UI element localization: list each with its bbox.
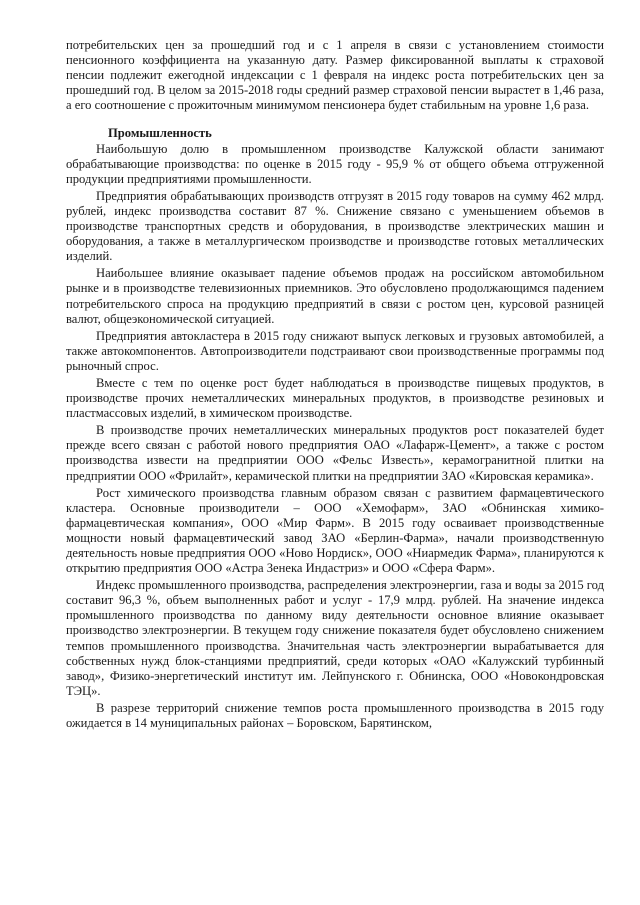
paragraph-growth-sectors: Вместе с тем по оценке рост будет наблюдаться в производстве пищевых продуктов, в производстве прочих неметаллических минеральных продуктов, в производстве резиновых и пластмассовых изделий, в химическом производстве. bbox=[66, 375, 604, 421]
paragraph-chemical-production: Рост химического производства главным образом связан с развитием фармацевтического кластера. Основные производители – ООО «Хемофарм», ЗАО «Обнинская химико-фармацевтическая компания», ООО «Мир Фарм». В 2015 году осваивает производственные мощности новый фармацевтический завод ЗАО «Берлин-Фарма», начали производственную деятельность новые предприятия ООО «Ново Нордиск», ООО «Ниармедик Фарма», планируются к открытию предприятия ООО «Астра Зенека Индастриз» и ООО «Сфера Фарм». bbox=[66, 485, 604, 576]
paragraph-nonmetallic-minerals: В производстве прочих неметаллических минеральных продуктов рост показателей будет прежде всего связан с работой нового предприятия ОАО «Лафарж-Цемент», а также с ростом производства извести на предприятии ООО «Фельс Известь», керамогранитной плитки на предприятии ООО «Фрилайт», керамической плитки на предприятии ЗАО «Кировская керамика». bbox=[66, 423, 604, 483]
paragraph-industry-share: Наибольшую долю в промышленном производстве Калужской области занимают обрабатывающие производства: по оценке в 2015 году - 95,9 % от общего объема отгруженной продукции предприятиями промышленности. bbox=[66, 141, 604, 186]
section-heading: Промышленность bbox=[108, 126, 212, 141]
paragraph-autocluster: Предприятия автокластера в 2015 году снижают выпуск легковых и грузовых автомобилей, а также автокомпонентов. Автопроизводители подстраивают свои производственные программы под рыночный спрос. bbox=[66, 328, 604, 373]
paragraph-manufacturing-shipments: Предприятия обрабатывающих производств отгрузят в 2015 году товаров на сумму 462 млрд. рублей, индекс производства составит 87 %. Снижение связано с уменьшением объемов в производстве транспортных средств и оборудования, в производстве электрических машин и оборудования, а также в металлургическом производстве и производстве готовых металлических изделий. bbox=[66, 188, 604, 264]
pension-paragraph: потребительских цен за прошедший год и с 1 апреля в связи с установлением стоимости пенсионного коэффициента на указанную дату. Размер фиксированной выплаты к страховой пенсии подлежит ежегодной индексации с 1 февраля на индекс роста потребительских цен за прошедший год. В целом за 2015-2018 годы средний размер страховой пенсии вырастет в 1,46 раза, а его соотношение с прожиточным минимумом пенсионера будет стабильным на уровне 1,6 раза. bbox=[66, 38, 604, 113]
paragraph-territories: В разрезе территорий снижение темпов роста промышленного производства в 2015 году ожидается в 14 муниципальных районах – Боровском, Барятинском, bbox=[66, 700, 604, 731]
paragraph-electricity-index: Индекс промышленного производства, распределения электроэнергии, газа и воды за 2015 год составит 96,3 %, объем выполненных работ и услуг - 17,9 млрд. рублей. На значение индекса промышленного производства по данному виду деятельности основное влияние оказывает производство электроэнергии. В текущем году снижение показателя будет обусловлено снижением темпов промышленного производства. Значительная часть электроэнергии вырабатывается для собственных нужд блок-станциями предприятий, среди которых «ОАО «Калужский турбинный завод», Физико-энергетический институт им. Лейпунского г. Обнинска, ООО «Новокондровская ТЭЦ». bbox=[66, 578, 604, 698]
paragraph-market-decline: Наибольшее влияние оказывает падение объемов продаж на российском автомобильном рынке и в производстве телевизионных приемников. Это обусловлено продолжающимся падением потребительского спроса на продукцию предприятий в связи с ростом цен, курсовой разницей валют, общеэкономической ситуацией. bbox=[66, 266, 604, 326]
